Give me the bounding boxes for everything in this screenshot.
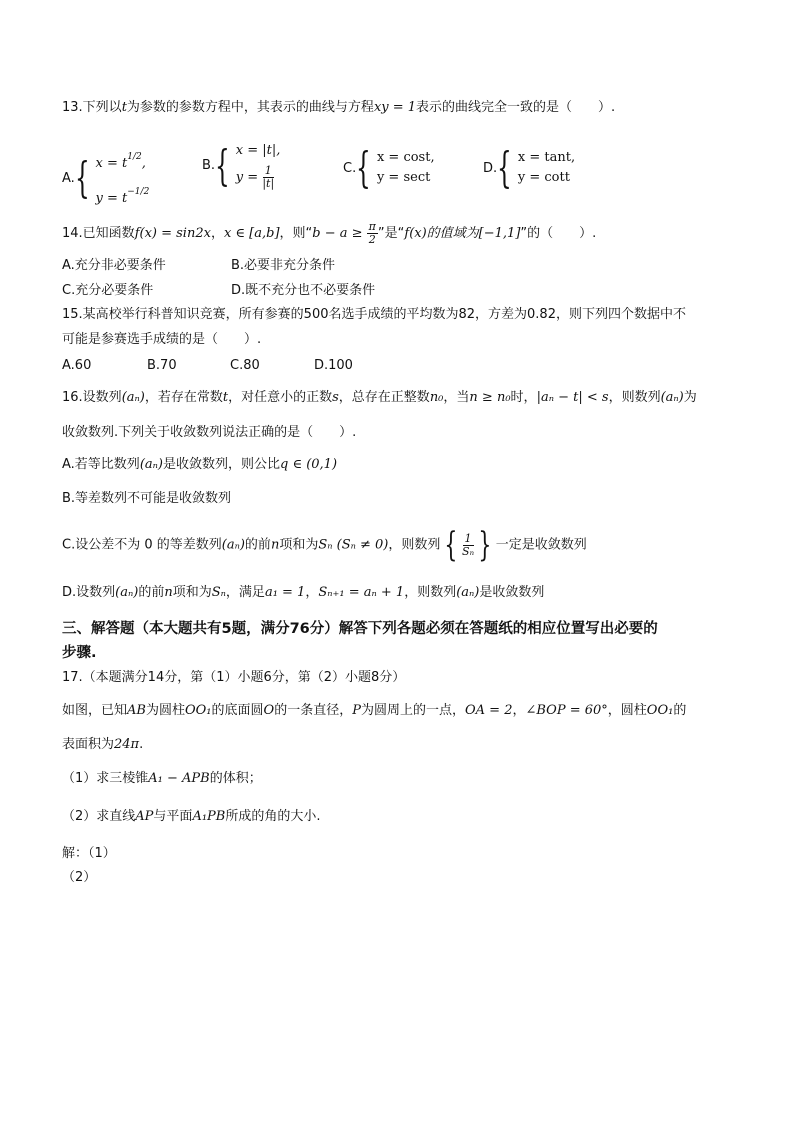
section-3-heading: 三、解答题（本大题共有5题，满分76分）解答下列各题必须在答题纸的相应位置写出必要的 步骤. xyxy=(62,621,658,661)
q15-option-b[interactable]: B.70 xyxy=(147,358,177,373)
q16-option-a[interactable]: A.若等比数列(aₙ)是收敛数列，则公比q ∈ (0,1) xyxy=(62,457,338,472)
right-brace-icon: } xyxy=(478,525,492,565)
q17-solution-2[interactable]: （2） xyxy=(62,870,97,885)
q13-option-d[interactable]: D. { x = tant, y = cott xyxy=(483,143,576,192)
brace-icon: { xyxy=(74,153,90,202)
q16-option-c[interactable]: C.设公差不为 0 的等差数列(aₙ)的前n项和为Sₙ (Sₙ ≠ 0)，则数列 { $\frac{1}{\text{Sₙ}}$ } 一定是收敛数列 xyxy=(62,525,587,565)
q14-option-a[interactable]: A.充分非必要条件 xyxy=(62,258,166,273)
q16-option-b[interactable]: B.等差数列不可能是收敛数列 xyxy=(62,491,232,506)
left-brace-icon: { xyxy=(444,525,458,565)
q16-line2: 收敛数列.下列关于收敛数列说法正确的是（ ）. xyxy=(62,425,357,440)
q14-option-b[interactable]: B.必要非充分条件 xyxy=(231,258,336,273)
brace-icon: { xyxy=(497,143,512,192)
q15-option-a[interactable]: A.60 xyxy=(62,358,92,373)
q14-option-c[interactable]: C.充分必要条件 xyxy=(62,283,154,298)
q13-option-a[interactable]: A. { $x = t^{1/2}$, $y = t^{-1/2}$ xyxy=(62,152,150,206)
q16-line1: 16.设数列(aₙ)，若存在常数t，对任意小的正数s，总存在正整数n₀，当n ≥ n₀时，|aₙ − t| < s，则数列(aₙ)为 xyxy=(62,390,697,405)
q13-option-b[interactable]: B. { x = |t|, y = $\frac{1}{|t|}$ xyxy=(202,140,281,190)
brace-icon: { xyxy=(215,140,230,190)
q17-line1: 如图，已知AB为圆柱OO₁的底面圆O的一条直径，P为圆周上的一点，OA = 2，∠BOP = 60°，圆柱OO₁的 xyxy=(62,703,687,718)
q17-header: 17.（本题满分14分，第（1）小题6分，第（2）小题8分） xyxy=(62,670,406,685)
q17-solution-1[interactable]: 解：（1） xyxy=(62,846,116,861)
q17-part2: （2）求直线AP与平面A₁PB所成的角的大小. xyxy=(62,809,321,824)
q17-part1: （1）求三棱锥A₁ − APB的体积； xyxy=(62,771,262,786)
q13-stem: 13.下列以t为参数的参数方程中，其表示的曲线与方程xy = 1表示的曲线完全一致的是（ ）. xyxy=(62,100,616,115)
q15-line1: 15.某高校举行科普知识竞赛，所有参赛的500名选手成绩的平均数为82，方差为0.82，则下列四个数据中不 xyxy=(62,307,686,322)
q17-line2: 表面积为24π. xyxy=(62,737,144,752)
q16-option-d[interactable]: D.设数列(aₙ)的前n项和为Sₙ，满足a₁ = 1，Sₙ₊₁ = aₙ + 1，则数列(aₙ)是收敛数列 xyxy=(62,585,545,600)
q14-option-d[interactable]: D.既不充分也不必要条件 xyxy=(231,283,376,298)
brace-icon: { xyxy=(356,143,371,192)
q14-stem: 14.已知函数f(x) = sin2x，x ∈ [a,b]，则“b − a ≥ $\frac{\pi}{2}$ ”是“f(x)的值域为[−1,1]”的（ ）. xyxy=(62,220,597,246)
q15-option-d[interactable]: D.100 xyxy=(314,358,353,373)
q13-option-c[interactable]: C. { x = cost, y = sect xyxy=(343,143,435,192)
q15-option-c[interactable]: C.80 xyxy=(230,358,260,373)
q15-line2: 可能是参赛选手成绩的是（ ）. xyxy=(62,332,262,347)
